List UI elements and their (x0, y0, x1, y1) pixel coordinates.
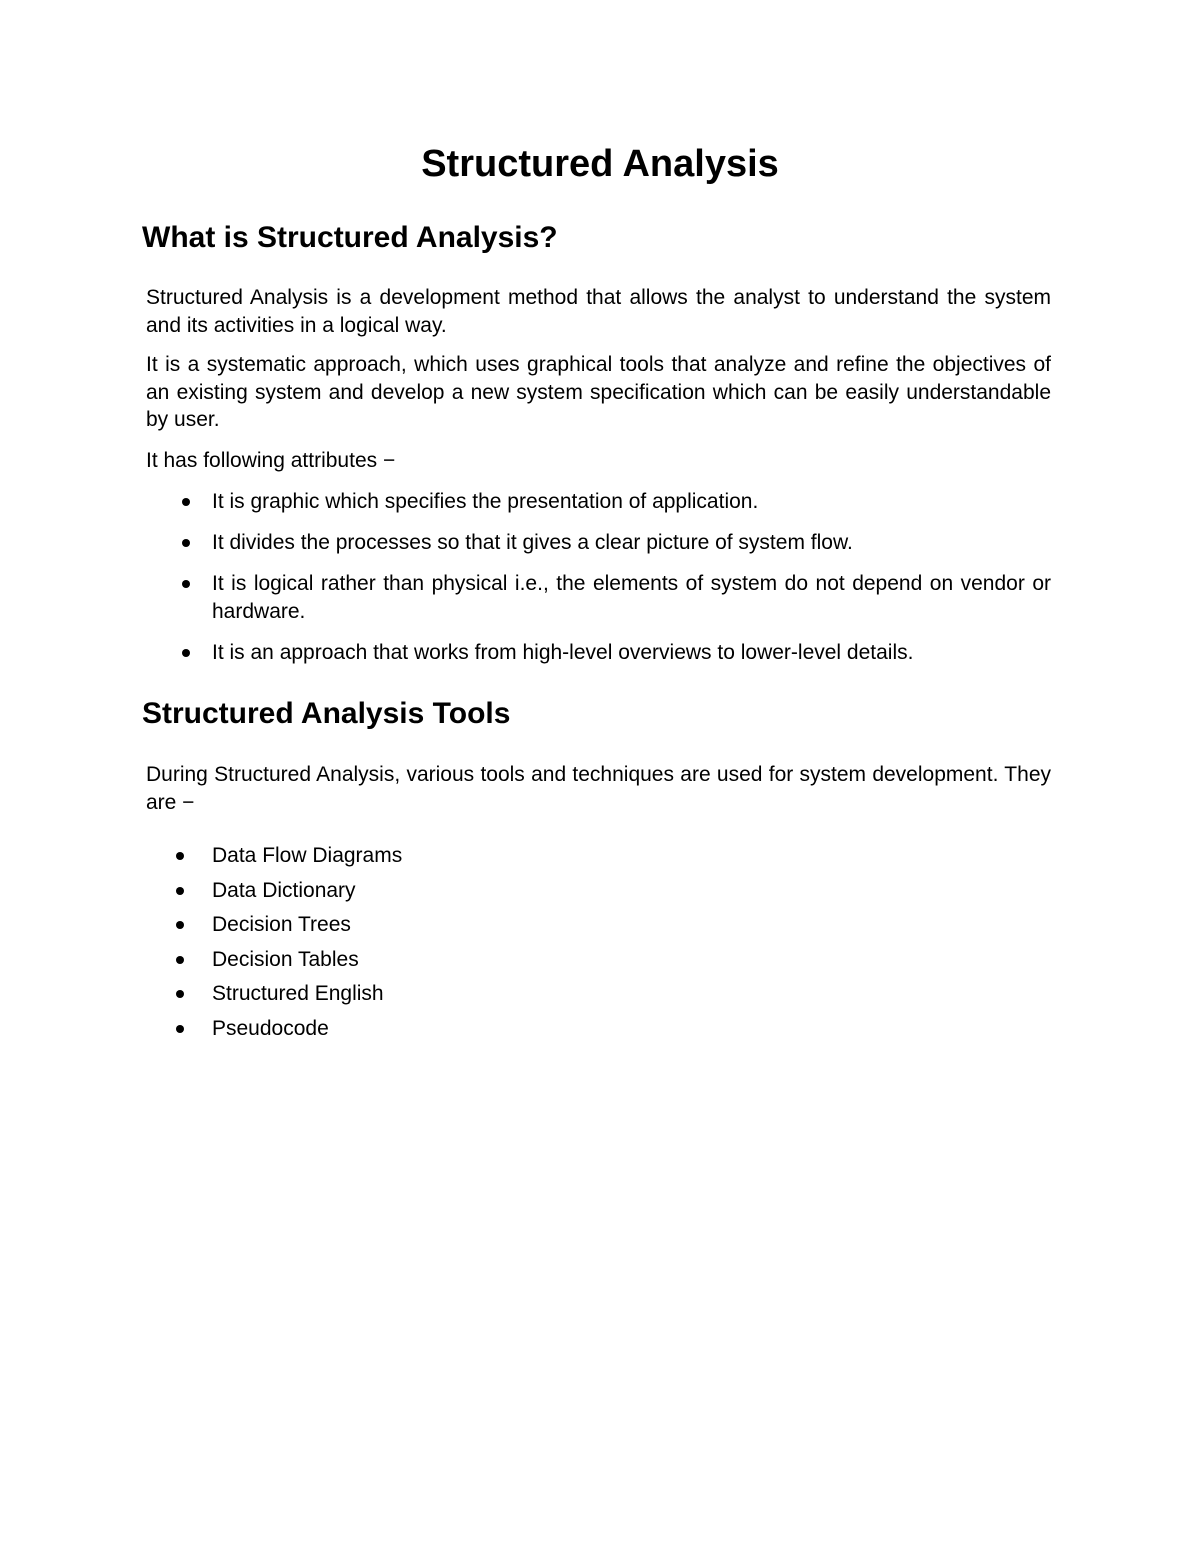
section-heading-what-is: What is Structured Analysis? (142, 221, 558, 254)
list-item (146, 874, 1051, 909)
list-item-text: It is an approach that works from high-level overviews to lower-level details. (212, 640, 914, 664)
list-item (146, 977, 1051, 1012)
list-item (146, 570, 1051, 625)
list-item-text: Data Dictionary (212, 878, 356, 902)
bullet-icon (182, 539, 190, 547)
paragraph-attributes-intro: It has following attributes − (146, 449, 396, 472)
paragraph-tools-intro: During Structured Analysis, various tools and techniques are used for system development. They are − (146, 763, 1051, 814)
list-item (146, 1012, 1051, 1047)
list-item (146, 943, 1051, 978)
document-title: Structured Analysis (421, 143, 779, 185)
bullet-icon (176, 1025, 184, 1033)
bullet-icon (182, 649, 190, 657)
list-item-text: It is logical rather than physical i.e., the elements of system do not depend on vendor or hardware. (212, 572, 1051, 623)
list-item-text: Data Flow Diagrams (212, 844, 403, 867)
list-item (146, 529, 1051, 557)
bullet-icon (176, 956, 184, 964)
list-item-text: Pseudocode (212, 1016, 329, 1040)
list-item-text: It divides the processes so that it gives a clear picture of system flow. (212, 531, 853, 554)
paragraph-definition: Structured Analysis is a development method that allows the analyst to understand the system and its activities in a logical way. (146, 286, 1051, 337)
list-item (146, 908, 1051, 943)
attributes-list (146, 488, 1051, 680)
bullet-icon (176, 990, 184, 998)
tools-list (146, 839, 1051, 1046)
paragraph-systematic-approach: It is a systematic approach, which uses graphical tools that analyze and refine the objectives of an existing system and develop a new system specification which can be easily understandable by user. (146, 353, 1051, 431)
section-heading-tools: Structured Analysis Tools (142, 697, 511, 730)
bullet-icon (182, 580, 190, 588)
list-item-text: Decision Trees (212, 913, 351, 936)
bullet-icon (182, 498, 190, 506)
bullet-icon (176, 921, 184, 929)
list-item-text: It is graphic which specifies the presentation of application. (212, 490, 759, 513)
bullet-icon (176, 887, 184, 895)
list-item (146, 839, 1051, 874)
bullet-icon (176, 852, 184, 860)
list-item (146, 639, 1051, 667)
list-item (146, 488, 1051, 516)
list-item-text: Decision Tables (212, 947, 359, 971)
list-item-text: Structured English (212, 982, 384, 1005)
